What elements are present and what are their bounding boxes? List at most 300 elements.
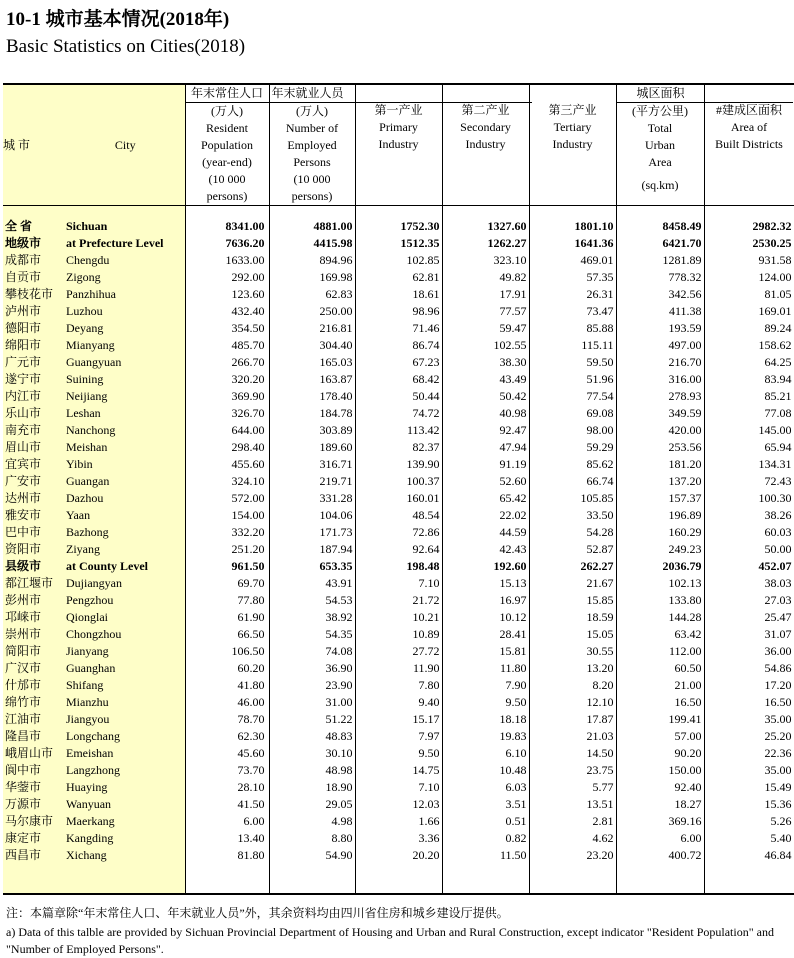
value-cell: 71.46	[355, 320, 442, 337]
value-cell: 43.91	[269, 575, 355, 592]
city-name-en: Guanghan	[66, 660, 185, 677]
city-name-en: Shifang	[66, 677, 185, 694]
value-cell: 66.74	[529, 473, 616, 490]
table-row	[3, 269, 794, 286]
value-cell: 137.20	[616, 473, 704, 490]
value-cell: 60.20	[185, 660, 269, 677]
city-name-en: Mianyang	[66, 337, 185, 354]
value-cell: 60.50	[616, 660, 704, 677]
value-cell: 38.26	[704, 507, 794, 524]
value-cell: 57.35	[529, 269, 616, 286]
city-name-en: Wanyuan	[66, 796, 185, 813]
value-cell: 961.50	[185, 558, 269, 575]
value-cell: 59.29	[529, 439, 616, 456]
table-row	[3, 303, 794, 320]
value-cell: 102.85	[355, 252, 442, 269]
value-cell: 400.72	[616, 847, 704, 864]
value-cell: 653.35	[269, 558, 355, 575]
value-cell: 8.80	[269, 830, 355, 847]
city-name-zh: 江油市	[3, 711, 66, 728]
value-cell: 51.96	[529, 371, 616, 388]
city-name-en: Bazhong	[66, 524, 185, 541]
value-cell: 60.03	[704, 524, 794, 541]
value-cell: 81.05	[704, 286, 794, 303]
value-cell: 41.50	[185, 796, 269, 813]
city-name-zh: 都江堰市	[3, 575, 66, 592]
value-cell: 7.10	[355, 779, 442, 796]
value-cell: 7.97	[355, 728, 442, 745]
value-cell: 123.60	[185, 286, 269, 303]
city-name-zh: 眉山市	[3, 439, 66, 456]
value-cell: 1.66	[355, 813, 442, 830]
value-cell: 303.89	[269, 422, 355, 439]
table-row	[3, 728, 794, 745]
value-cell: 298.40	[185, 439, 269, 456]
city-name-zh: 遂宁市	[3, 371, 66, 388]
city-name-zh: 泸州市	[3, 303, 66, 320]
value-cell: 27.72	[355, 643, 442, 660]
table-row	[3, 473, 794, 490]
table-row	[3, 745, 794, 762]
city-name-zh: 华蓥市	[3, 779, 66, 796]
value-cell: 7636.20	[185, 235, 269, 252]
value-cell: 11.50	[442, 847, 529, 864]
city-name-en: Dazhou	[66, 490, 185, 507]
city-name-zh: 康定市	[3, 830, 66, 847]
value-cell: 169.98	[269, 269, 355, 286]
value-cell: 133.80	[616, 592, 704, 609]
value-cell: 778.32	[616, 269, 704, 286]
value-cell: 278.93	[616, 388, 704, 405]
table-row	[3, 337, 794, 354]
value-cell: 18.18	[442, 711, 529, 728]
value-cell: 11.90	[355, 660, 442, 677]
value-cell: 47.94	[442, 439, 529, 456]
value-cell: 1641.36	[529, 235, 616, 252]
value-cell: 369.90	[185, 388, 269, 405]
city-name-en: Emeishan	[66, 745, 185, 762]
city-name-en: Ziyang	[66, 541, 185, 558]
value-cell: 249.23	[616, 541, 704, 558]
value-cell: 83.94	[704, 371, 794, 388]
value-cell: 92.40	[616, 779, 704, 796]
value-cell: 6.03	[442, 779, 529, 796]
city-name-en: Guangyuan	[66, 354, 185, 371]
city-name-en: Luzhou	[66, 303, 185, 320]
value-cell: 124.00	[704, 269, 794, 286]
value-cell: 18.90	[269, 779, 355, 796]
table-row	[3, 507, 794, 524]
city-name-zh: 乐山市	[3, 405, 66, 422]
value-cell: 64.25	[704, 354, 794, 371]
value-cell: 1633.00	[185, 252, 269, 269]
value-cell: 144.28	[616, 609, 704, 626]
value-cell: 2036.79	[616, 558, 704, 575]
value-cell: 91.19	[442, 456, 529, 473]
value-cell: 62.81	[355, 269, 442, 286]
value-cell: 4.98	[269, 813, 355, 830]
footnote-zh: 注：本篇章除“年末常住人口、年末就业人员”外，其余资料均由四川省住房和城乡建设厅提供。	[6, 906, 509, 920]
city-name-zh: 西昌市	[3, 847, 66, 864]
value-cell: 497.00	[616, 337, 704, 354]
value-cell: 62.83	[269, 286, 355, 303]
value-cell: 67.23	[355, 354, 442, 371]
city-name-en: Yibin	[66, 456, 185, 473]
value-cell: 163.87	[269, 371, 355, 388]
value-cell: 12.10	[529, 694, 616, 711]
value-cell: 54.28	[529, 524, 616, 541]
value-cell: 2.81	[529, 813, 616, 830]
value-cell: 21.00	[616, 677, 704, 694]
table-row	[3, 490, 794, 507]
value-cell: 572.00	[185, 490, 269, 507]
value-cell: 6421.70	[616, 235, 704, 252]
city-name-zh: 内江市	[3, 388, 66, 405]
value-cell: 196.89	[616, 507, 704, 524]
city-name-en: Panzhihua	[66, 286, 185, 303]
value-cell: 320.20	[185, 371, 269, 388]
city-name-en: Suining	[66, 371, 185, 388]
value-cell: 455.60	[185, 456, 269, 473]
value-cell: 2530.25	[704, 235, 794, 252]
value-cell: 644.00	[185, 422, 269, 439]
city-name-en: Jianyang	[66, 643, 185, 660]
value-cell: 22.36	[704, 745, 794, 762]
city-name-en: Maerkang	[66, 813, 185, 830]
value-cell: 31.07	[704, 626, 794, 643]
value-cell: 29.05	[269, 796, 355, 813]
value-cell: 1752.30	[355, 218, 442, 235]
value-cell: 45.60	[185, 745, 269, 762]
value-cell: 105.85	[529, 490, 616, 507]
value-cell: 19.83	[442, 728, 529, 745]
value-cell: 1262.27	[442, 235, 529, 252]
value-cell: 342.56	[616, 286, 704, 303]
city-name-en: Nanchong	[66, 422, 185, 439]
value-cell: 2982.32	[704, 218, 794, 235]
value-cell: 165.03	[269, 354, 355, 371]
value-cell: 14.50	[529, 745, 616, 762]
value-cell: 1801.10	[529, 218, 616, 235]
value-cell: 324.10	[185, 473, 269, 490]
header-secondary-industry: 第二产业 Secondary Industry	[442, 84, 529, 206]
city-name-en: Sichuan	[66, 218, 185, 235]
table-row	[3, 711, 794, 728]
value-cell: 6.00	[616, 830, 704, 847]
city-name-en: Meishan	[66, 439, 185, 456]
city-name-zh: 隆昌市	[3, 728, 66, 745]
value-cell: 219.71	[269, 473, 355, 490]
value-cell: 192.60	[442, 558, 529, 575]
value-cell: 72.43	[704, 473, 794, 490]
table-row	[3, 388, 794, 405]
city-name-zh: 资阳市	[3, 541, 66, 558]
value-cell: 49.82	[442, 269, 529, 286]
table-row	[3, 830, 794, 847]
table-row	[3, 626, 794, 643]
value-cell: 6.10	[442, 745, 529, 762]
value-cell: 369.16	[616, 813, 704, 830]
value-cell: 3.51	[442, 796, 529, 813]
value-cell: 85.88	[529, 320, 616, 337]
table-row	[3, 235, 794, 252]
value-cell: 154.00	[185, 507, 269, 524]
value-cell: 14.75	[355, 762, 442, 779]
value-cell: 48.54	[355, 507, 442, 524]
value-cell: 22.02	[442, 507, 529, 524]
value-cell: 28.41	[442, 626, 529, 643]
value-cell: 54.90	[269, 847, 355, 864]
value-cell: 65.94	[704, 439, 794, 456]
value-cell: 35.00	[704, 762, 794, 779]
value-cell: 15.85	[529, 592, 616, 609]
value-cell: 15.17	[355, 711, 442, 728]
header-tertiary-industry: 第三产业 Tertiary Industry	[529, 84, 616, 206]
value-cell: 5.77	[529, 779, 616, 796]
value-cell: 262.27	[529, 558, 616, 575]
value-cell: 171.73	[269, 524, 355, 541]
value-cell: 178.40	[269, 388, 355, 405]
city-name-zh: 彭州市	[3, 592, 66, 609]
value-cell: 199.41	[616, 711, 704, 728]
value-cell: 81.80	[185, 847, 269, 864]
city-name-zh: 成都市	[3, 252, 66, 269]
value-cell: 31.00	[269, 694, 355, 711]
table-row	[3, 320, 794, 337]
city-name-zh: 广安市	[3, 473, 66, 490]
value-cell: 15.36	[704, 796, 794, 813]
value-cell: 5.26	[704, 813, 794, 830]
value-cell: 1327.60	[442, 218, 529, 235]
value-cell: 12.03	[355, 796, 442, 813]
value-cell: 35.00	[704, 711, 794, 728]
value-cell: 38.30	[442, 354, 529, 371]
value-cell: 894.96	[269, 252, 355, 269]
table-row	[3, 456, 794, 473]
value-cell: 9.50	[442, 694, 529, 711]
value-cell: 63.42	[616, 626, 704, 643]
value-cell: 184.78	[269, 405, 355, 422]
value-cell: 115.11	[529, 337, 616, 354]
value-cell: 68.42	[355, 371, 442, 388]
value-cell: 304.40	[269, 337, 355, 354]
value-cell: 349.59	[616, 405, 704, 422]
value-cell: 187.94	[269, 541, 355, 558]
value-cell: 66.50	[185, 626, 269, 643]
value-cell: 139.90	[355, 456, 442, 473]
city-name-zh: 宜宾市	[3, 456, 66, 473]
value-cell: 157.37	[616, 490, 704, 507]
value-cell: 62.30	[185, 728, 269, 745]
city-name-zh: 全 省	[3, 218, 66, 235]
value-cell: 36.90	[269, 660, 355, 677]
value-cell: 25.20	[704, 728, 794, 745]
table-row	[3, 541, 794, 558]
value-cell: 316.00	[616, 371, 704, 388]
value-cell: 420.00	[616, 422, 704, 439]
city-name-en: Dujiangyan	[66, 575, 185, 592]
value-cell: 38.92	[269, 609, 355, 626]
value-cell: 5.40	[704, 830, 794, 847]
value-cell: 21.03	[529, 728, 616, 745]
header-resident-population: 年末常住人口 (万人) Resident Population (year-end) (10 000 persons)	[185, 84, 269, 206]
table-row	[3, 524, 794, 541]
value-cell: 78.70	[185, 711, 269, 728]
city-name-zh: 县级市	[3, 558, 66, 575]
city-name-zh: 南充市	[3, 422, 66, 439]
header-total-urban-area: 城区面积 (平方公里) Total Urban Area (sq.km)	[616, 84, 704, 206]
city-name-en: Pengzhou	[66, 592, 185, 609]
city-name-zh: 简阳市	[3, 643, 66, 660]
city-name-zh: 雅安市	[3, 507, 66, 524]
city-name-en: Chengdu	[66, 252, 185, 269]
footnotes	[6, 905, 786, 958]
value-cell: 46.84	[704, 847, 794, 864]
table-body	[3, 206, 794, 895]
value-cell: 73.70	[185, 762, 269, 779]
city-name-zh: 自贡市	[3, 269, 66, 286]
value-cell: 10.12	[442, 609, 529, 626]
value-cell: 160.01	[355, 490, 442, 507]
value-cell: 85.21	[704, 388, 794, 405]
value-cell: 145.00	[704, 422, 794, 439]
value-cell: 69.08	[529, 405, 616, 422]
value-cell: 106.50	[185, 643, 269, 660]
table-row	[3, 354, 794, 371]
value-cell: 323.10	[442, 252, 529, 269]
table-row	[3, 847, 794, 864]
value-cell: 44.59	[442, 524, 529, 541]
value-cell: 160.29	[616, 524, 704, 541]
value-cell: 4415.98	[269, 235, 355, 252]
header-employed-persons: 年末就业人员 (万人) Number of Employed Persons (10 000 persons)	[269, 84, 355, 206]
city-name-en: Guangan	[66, 473, 185, 490]
city-name-zh: 峨眉山市	[3, 745, 66, 762]
value-cell: 25.47	[704, 609, 794, 626]
table-row	[3, 779, 794, 796]
value-cell: 18.27	[616, 796, 704, 813]
city-name-zh: 马尔康市	[3, 813, 66, 830]
value-cell: 17.20	[704, 677, 794, 694]
city-name-en: Zigong	[66, 269, 185, 286]
city-name-zh: 绵阳市	[3, 337, 66, 354]
value-cell: 11.80	[442, 660, 529, 677]
value-cell: 7.10	[355, 575, 442, 592]
value-cell: 36.00	[704, 643, 794, 660]
value-cell: 57.00	[616, 728, 704, 745]
value-cell: 198.48	[355, 558, 442, 575]
value-cell: 59.50	[529, 354, 616, 371]
city-name-zh: 广元市	[3, 354, 66, 371]
value-cell: 4.62	[529, 830, 616, 847]
value-cell: 16.50	[704, 694, 794, 711]
value-cell: 89.24	[704, 320, 794, 337]
city-name-en: at Prefecture Level	[66, 235, 185, 252]
value-cell: 21.67	[529, 575, 616, 592]
table-row	[3, 252, 794, 269]
table-row	[3, 660, 794, 677]
value-cell: 411.38	[616, 303, 704, 320]
city-name-en: Kangding	[66, 830, 185, 847]
city-name-en: Yaan	[66, 507, 185, 524]
value-cell: 98.00	[529, 422, 616, 439]
value-cell: 216.81	[269, 320, 355, 337]
value-cell: 10.21	[355, 609, 442, 626]
value-cell: 100.30	[704, 490, 794, 507]
value-cell: 51.22	[269, 711, 355, 728]
value-cell: 15.13	[442, 575, 529, 592]
table-row	[3, 643, 794, 660]
table-row	[3, 422, 794, 439]
city-name-zh: 达州市	[3, 490, 66, 507]
table-row	[3, 592, 794, 609]
value-cell: 73.47	[529, 303, 616, 320]
value-cell: 50.42	[442, 388, 529, 405]
value-cell: 9.40	[355, 694, 442, 711]
value-cell: 331.28	[269, 490, 355, 507]
table-row	[3, 558, 794, 575]
value-cell: 8.20	[529, 677, 616, 694]
value-cell: 102.55	[442, 337, 529, 354]
value-cell: 469.01	[529, 252, 616, 269]
value-cell: 23.90	[269, 677, 355, 694]
value-cell: 74.08	[269, 643, 355, 660]
value-cell: 50.44	[355, 388, 442, 405]
value-cell: 43.49	[442, 371, 529, 388]
city-name-en: Leshan	[66, 405, 185, 422]
value-cell: 100.37	[355, 473, 442, 490]
header-urban-area-group: 城区面积	[617, 85, 793, 103]
table-row	[3, 286, 794, 303]
value-cell: 28.10	[185, 779, 269, 796]
value-cell: 1512.35	[355, 235, 442, 252]
value-cell: 61.90	[185, 609, 269, 626]
value-cell: 30.10	[269, 745, 355, 762]
city-name-en: Qionglai	[66, 609, 185, 626]
value-cell: 90.20	[616, 745, 704, 762]
value-cell: 74.72	[355, 405, 442, 422]
value-cell: 18.59	[529, 609, 616, 626]
value-cell: 77.80	[185, 592, 269, 609]
city-name-zh: 地级市	[3, 235, 66, 252]
value-cell: 15.81	[442, 643, 529, 660]
value-cell: 266.70	[185, 354, 269, 371]
value-cell: 50.00	[704, 541, 794, 558]
city-name-zh: 攀枝花市	[3, 286, 66, 303]
page-title-en: Basic Statistics on Cities(2018)	[6, 36, 246, 57]
value-cell: 59.47	[442, 320, 529, 337]
value-cell: 134.31	[704, 456, 794, 473]
city-name-zh: 广汉市	[3, 660, 66, 677]
value-cell: 326.70	[185, 405, 269, 422]
city-name-en: Jiangyou	[66, 711, 185, 728]
value-cell: 193.59	[616, 320, 704, 337]
city-name-en: Chongzhou	[66, 626, 185, 643]
value-cell: 7.90	[442, 677, 529, 694]
value-cell: 432.40	[185, 303, 269, 320]
value-cell: 77.57	[442, 303, 529, 320]
value-cell: 13.20	[529, 660, 616, 677]
value-cell: 189.60	[269, 439, 355, 456]
value-cell: 48.98	[269, 762, 355, 779]
table-row	[3, 677, 794, 694]
value-cell: 0.82	[442, 830, 529, 847]
city-name-en: Longchang	[66, 728, 185, 745]
value-cell: 85.62	[529, 456, 616, 473]
value-cell: 17.87	[529, 711, 616, 728]
value-cell: 13.51	[529, 796, 616, 813]
value-cell: 38.03	[704, 575, 794, 592]
